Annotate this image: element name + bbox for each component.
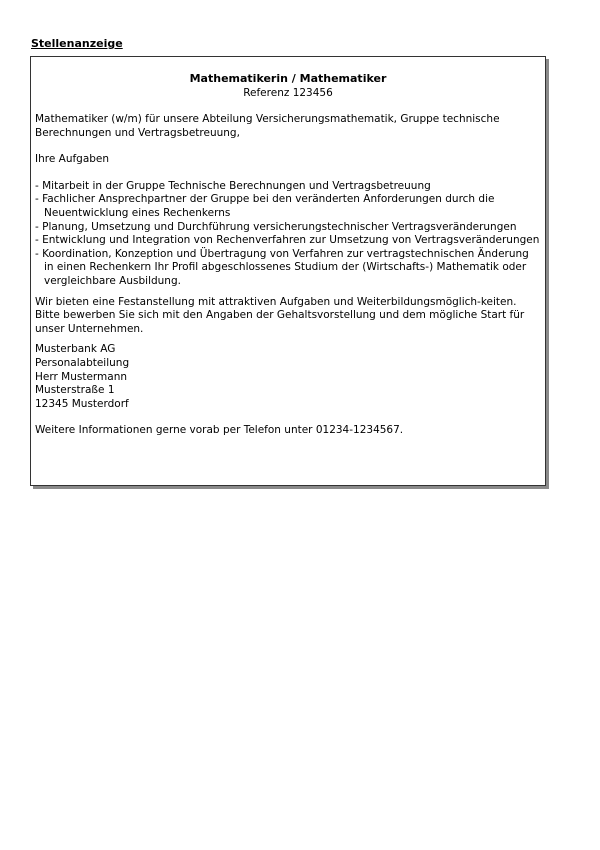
offer-paragraph: Wir bieten eine Festanstellung mit attraktiven Aufgaben und Weiterbildungsmöglich-keiten. Bitte bewerben Sie sich mit den Angaben der Gehaltsvorstellung und dem mögliche Start für unser Unternehmen. [35,295,525,335]
page-heading: Stellenanzeige [31,37,123,50]
company-name: Musterbank AG [35,343,116,356]
street-address: Musterstraße 1 [35,384,115,397]
intro-paragraph: Mathematiker (w/m) für unsere Abteilung Versicherungsmathematik, Gruppe technische Berechnungen und Vertragsbetreuung, [35,113,500,139]
job-ad-content [31,57,545,438]
task-item: - Entwicklung und Integration von Rechenverfahren zur Umsetzung von Vertragsveränderungen [35,234,540,247]
task-list [35,180,541,289]
department-name: Personalabteilung [35,356,130,369]
phone-info: Weitere Informationen gerne vorab per Telefon unter 01234-1234567. [35,424,404,437]
tasks-heading: Ihre Aufgaben [35,153,110,166]
postal-city: 12345 Musterdorf [35,397,129,410]
reference-number: Referenz 123456 [243,87,333,99]
contact-person: Herr Mustermann [35,370,128,383]
job-title: Mathematikerin / Mathematiker [189,72,387,85]
task-item: - Mitarbeit in der Gruppe Technische Berechnungen und Vertragsbetreuung [35,179,431,192]
task-item: - Koordination, Konzeption und Übertragung von Verfahren zur vertragstechnischen Änderung in einen Rechenkern Ihr Profil abgeschlossenes Studium der (Wirtschafts-) Mathematik oder vergleichbare Ausbildung. [35,247,529,287]
task-item: - Fachlicher Ansprechpartner der Gruppe bei den veränderten Anforderungen durch die Neuentwicklung eines Rechenkerns [35,193,495,219]
task-item: - Planung, Umsetzung und Durchführung versicherungstechnischer Vertragsveränderungen [35,220,517,233]
job-ad-box [30,56,546,486]
contact-address [35,343,541,411]
